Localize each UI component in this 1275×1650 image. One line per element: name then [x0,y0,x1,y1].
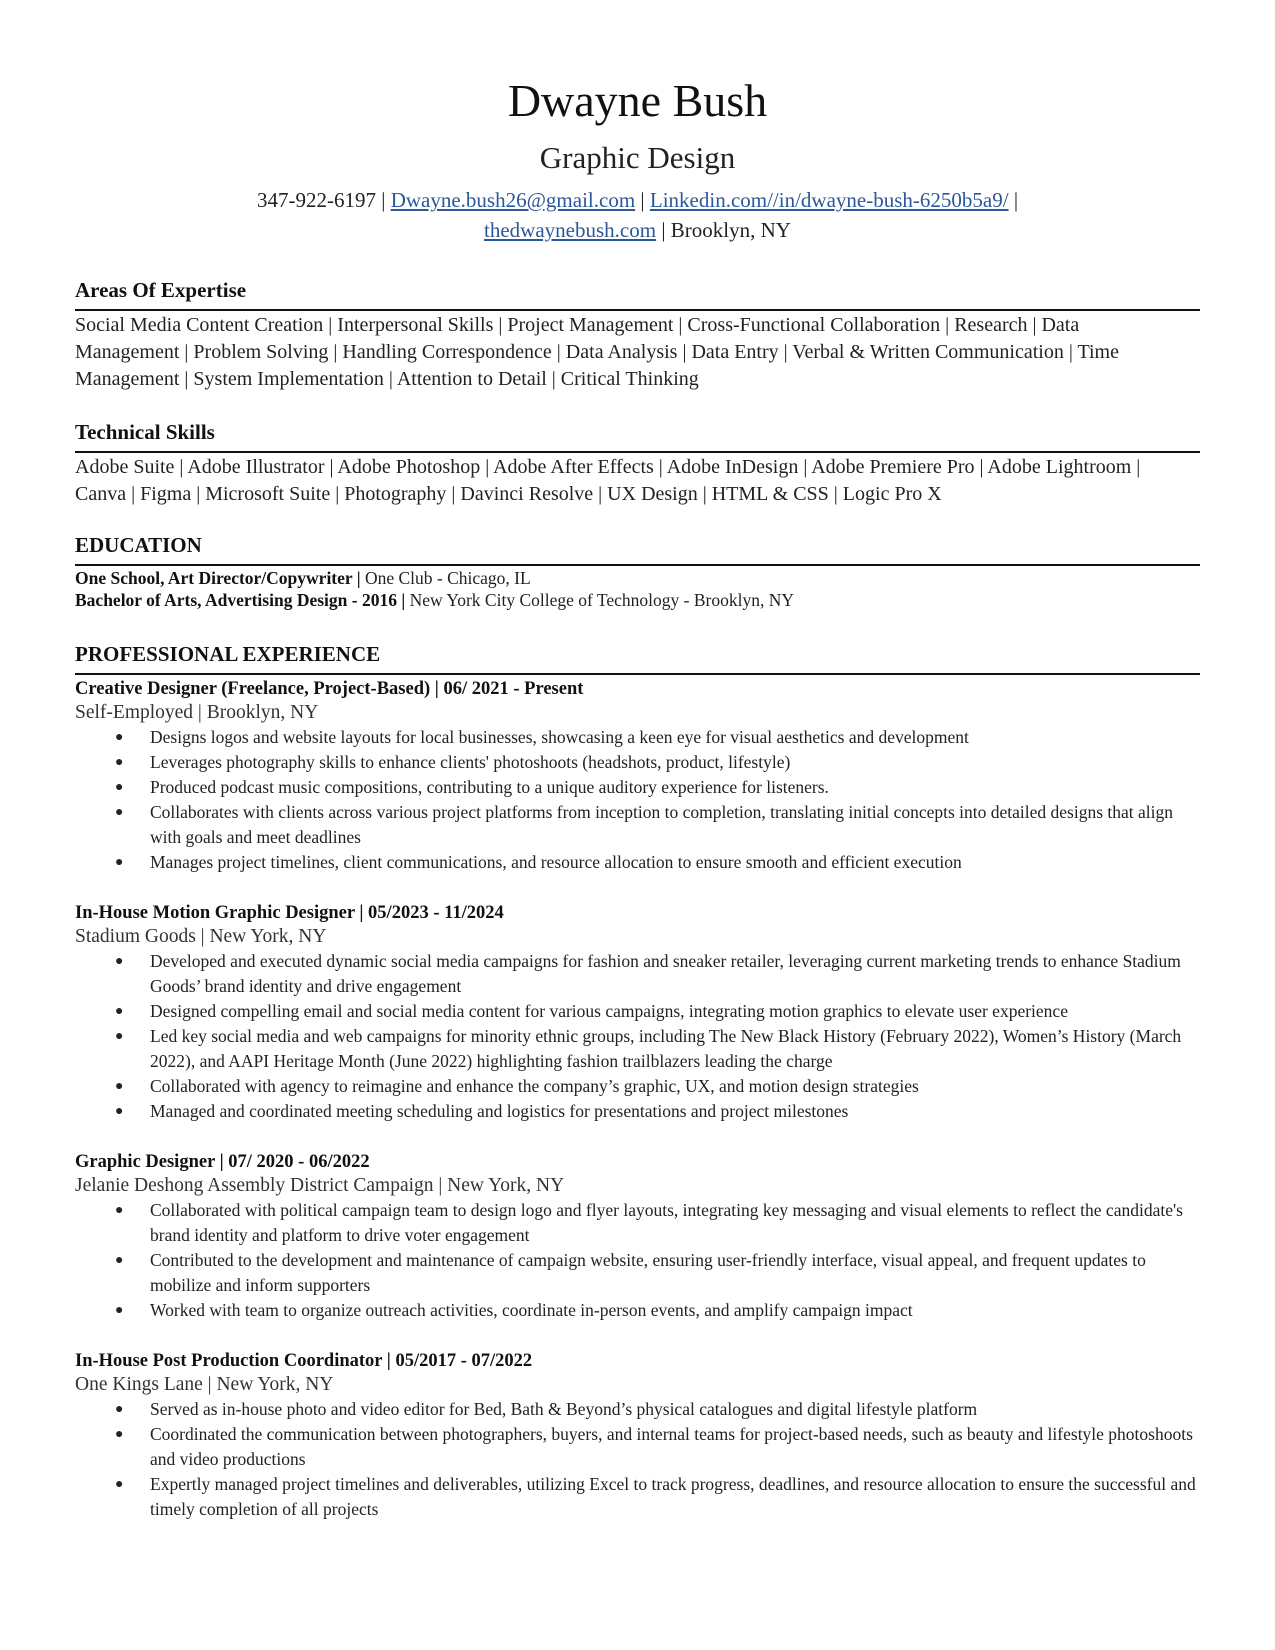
bullet-item [75,750,1200,775]
expertise-heading: Areas Of Expertise [75,278,247,302]
bullet-item [75,1198,1200,1248]
bullet-text: Contributed to the development and maintenance of campaign website, ensuring user-friendly interface, visual appeal, and frequent updates to mobilize and inform supporters [150,1250,1146,1295]
bullet-icon: ● [115,755,124,770]
bullet-item [75,1099,1200,1124]
bullet-item [75,1074,1200,1099]
job-organization: Self-Employed | Brooklyn, NY [75,702,319,723]
bullet-icon: ● [115,1477,124,1492]
job-entry [75,901,1200,1124]
bullet-item [75,1248,1200,1298]
bullet-icon: ● [115,1203,124,1218]
bullet-icon: ● [115,1104,124,1119]
bullet-item [75,1397,1200,1422]
section-divider [75,451,1200,453]
bullet-item [75,1298,1200,1323]
experience-section [75,641,1200,1522]
education-entry [75,589,1200,611]
job-organization: One Kings Lane | New York, NY [75,1374,334,1395]
job-entry [75,1349,1200,1522]
separator: | [656,218,671,242]
job-entry [75,1150,1200,1323]
bullet-text: Designed compelling email and social media content for various campaigns, integrating motion graphics to elevate user experience [150,1001,1068,1021]
section-divider [75,673,1200,675]
phone-number: 347-922-6197 [256,188,376,212]
education-entry [75,567,1200,589]
bullet-icon: ● [115,1402,124,1417]
bullet-item [75,999,1200,1024]
skills-heading: Technical Skills [75,420,215,444]
bullet-text: Served as in-house photo and video editor for Bed, Bath & Beyond’s physical catalogues and digital lifestyle platform [150,1399,978,1419]
bullet-text: Expertly managed project timelines and deliverables, utilizing Excel to track progress, deadlines, and resource allocation to ensure the successful and timely completion of all projects [150,1474,1196,1519]
expertise-section [75,277,1200,393]
separator: | [635,188,650,212]
linkedin-link[interactable]: Linkedin.com//in/dwayne-bush-6250b5a9/ [649,188,1009,212]
bullet-icon: ● [115,954,124,969]
email-link[interactable]: Dwayne.bush26@gmail.com [390,188,636,212]
bullet-icon: ● [115,855,124,870]
job-bullets [75,1397,1200,1522]
bullet-text: Worked with team to organize outreach activities, coordinate in-person events, and amplify campaign impact [150,1300,913,1320]
job-title: Graphic Designer | 07/ 2020 - 06/2022 [75,1152,370,1172]
contact-line-2 [75,215,1200,245]
bullet-item [75,1024,1200,1074]
bullet-item [75,1422,1200,1472]
experience-heading: PROFESSIONAL EXPERIENCE [75,642,381,666]
job-bullets [75,725,1200,875]
expertise-line: Management | System Implementation | Attention to Detail | Critical Thinking [75,368,699,390]
bullet-text: Collaborates with clients across various project platforms from inception to completion, translating initial concepts into detailed designs that align with goals and meet deadlines [150,802,1174,847]
bullet-icon: ● [115,1427,124,1442]
bullet-text: Collaborated with political campaign team to design logo and flyer layouts, integrating key messaging and visual elements to reflect the candidate's brand identity and platform to drive voter engagement [150,1200,1183,1245]
contact-info [75,185,1200,245]
website-link[interactable]: thedwaynebush.com [484,218,657,242]
candidate-name: Dwayne Bush [507,75,768,126]
education-degree: Bachelor of Arts, Advertising Design - 2016 | [75,590,406,610]
bullet-item [75,1472,1200,1522]
expertise-line: Social Media Content Creation | Interpersonal Skills | Project Management | Cross-Functional Collaboration | Research | Data [75,314,1080,336]
skills-line: Canva | Figma | Microsoft Suite | Photography | Davinci Resolve | UX Design | HTML & CSS | Logic Pro X [75,483,942,505]
expertise-list [75,312,1200,393]
bullet-text: Designs logos and website layouts for local businesses, showcasing a keen eye for visual aesthetics and development [150,727,969,747]
bullet-item [75,725,1200,750]
education-degree: One School, Art Director/Copywriter | [75,568,361,588]
education-section [75,532,1200,611]
separator: | [375,188,391,212]
bullet-icon: ● [115,780,124,795]
bullet-text: Produced podcast music compositions, contributing to a unique auditory experience for listeners. [150,777,829,797]
bullet-item [75,850,1200,875]
bullet-icon: ● [115,1004,124,1019]
job-entry [75,677,1200,875]
bullet-item [75,949,1200,999]
bullet-item [75,775,1200,800]
location: Brooklyn, NY [670,218,791,242]
skills-section [75,419,1200,508]
separator: | [1008,188,1019,212]
bullet-text: Developed and executed dynamic social media campaigns for fashion and sneaker retailer, leveraging current marketing trends to enhance Stadium Goods’ brand identity and drive engagement [150,951,1181,996]
section-divider [75,564,1200,566]
bullet-icon: ● [115,805,124,820]
bullet-icon: ● [115,1303,124,1318]
job-organization: Stadium Goods | New York, NY [75,926,327,947]
bullet-icon: ● [115,730,124,745]
job-organization: Jelanie Deshong Assembly District Campaign | New York, NY [75,1175,565,1196]
bullet-item [75,800,1200,850]
bullet-icon: ● [115,1029,124,1044]
bullet-text: Leverages photography skills to enhance clients' photoshoots (headshots, product, lifestyle) [150,752,791,772]
expertise-line: Management | Problem Solving | Handling Correspondence | Data Analysis | Data Entry | Verbal & Written Communication | Time [75,341,1119,363]
section-divider [75,309,1200,311]
bullet-icon: ● [115,1253,124,1268]
resume-page [75,70,1200,1522]
skills-list [75,454,1200,508]
bullet-text: Managed and coordinated meeting scheduling and logistics for presentations and project milestones [150,1101,849,1121]
education-place: New York City College of Technology - Brooklyn, NY [405,590,794,610]
contact-line-1 [75,185,1200,215]
job-title: Creative Designer (Freelance, Project-Based) | 06/ 2021 - Present [75,679,584,699]
bullet-text: Led key social media and web campaigns for minority ethnic groups, including The New Black History (February 2022), Women’s History (March 2022), and AAPI Heritage Month (June 2022) highlighting fashion trailblazers leading the charge [150,1026,1182,1071]
bullet-text: Manages project timelines, client communications, and resource allocation to ensure smooth and efficient execution [150,852,962,872]
skills-line: Adobe Suite | Adobe Illustrator | Adobe Photoshop | Adobe After Effects | Adobe InDesign | Adobe Premiere Pro | Adobe Lightroom | [75,456,1141,478]
bullet-text: Coordinated the communication between photographers, buyers, and internal teams for project-based needs, such as beauty and lifestyle photoshoots and video productions [150,1424,1193,1469]
education-heading: EDUCATION [75,533,202,557]
candidate-title: Graphic Design [539,140,736,175]
job-title: In-House Post Production Coordinator | 05/2017 - 07/2022 [75,1351,533,1371]
bullet-text: Collaborated with agency to reimagine and enhance the company’s graphic, UX, and motion design strategies [150,1076,919,1096]
education-place: One Club - Chicago, IL [360,568,531,588]
job-bullets [75,949,1200,1124]
job-title: In-House Motion Graphic Designer | 05/2023 - 11/2024 [75,903,504,923]
bullet-icon: ● [115,1079,124,1094]
job-bullets [75,1198,1200,1323]
